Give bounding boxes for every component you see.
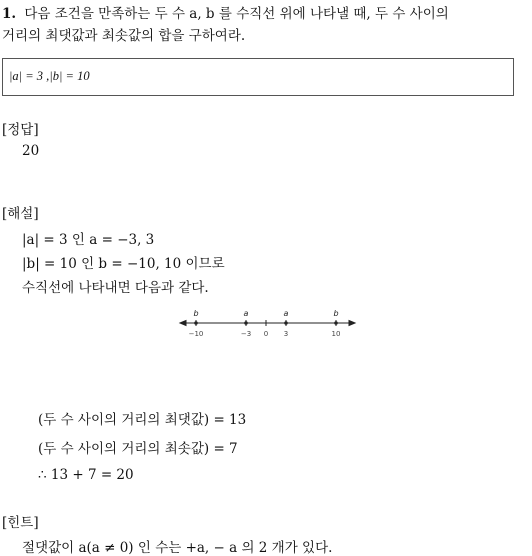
explanation-header: [해설] [2, 206, 39, 222]
number-line-figure [170, 300, 370, 348]
point-label-a-pos: a [283, 309, 289, 318]
point-a-pos [284, 321, 288, 325]
answer-value: 20 [22, 143, 40, 159]
condition-box [2, 58, 514, 96]
number-line-axis [180, 321, 355, 326]
tick-label-3: 3 [283, 330, 289, 338]
tick-label-10: 10 [331, 330, 341, 338]
min-distance-line: (두 수 사이의 거리의 최솟값) = 7 [38, 441, 238, 457]
point-label-b-pos: b [333, 309, 339, 318]
point-a-neg [244, 321, 248, 325]
sum-line: ∴ 13 + 7 = 20 [38, 467, 134, 483]
explanation-line-1: |a| = 3 인 a = −3, 3 [22, 232, 155, 248]
explanation-line-3: 수직선에 나타내면 다음과 같다. [22, 280, 209, 296]
condition-text: |a| = 3 ,|b| = 10 [9, 69, 90, 83]
max-distance-line: (두 수 사이의 거리의 최댓값) = 13 [38, 412, 247, 428]
answer-header: [정답] [2, 122, 39, 138]
hint-text: 절댓값이 a(a ≠ 0) 인 수는 +a, − a 의 2 개가 있다. [22, 540, 333, 556]
tick-label-0: 0 [263, 330, 269, 338]
point-b-pos [334, 321, 338, 325]
tick-label-neg3: −3 [240, 330, 252, 338]
tick-label-neg10: −10 [188, 330, 204, 338]
problem-text-1: 다음 조건을 만족하는 두 수 a, b 를 수직선 위에 나타낼 때, 두 수 사이의 [24, 6, 449, 22]
point-b-neg [194, 321, 198, 325]
point-label-a-neg: a [243, 309, 249, 318]
problem-number: 1. [2, 6, 17, 22]
hint-header: [힌트] [2, 515, 39, 531]
point-label-b-neg: b [193, 309, 199, 318]
explanation-line-2: |b| = 10 인 b = −10, 10 이므로 [22, 256, 225, 272]
problem-line-1 [2, 2, 449, 22]
problem-line-2: 거리의 최댓값과 최솟값의 합을 구하여라. [2, 28, 246, 44]
